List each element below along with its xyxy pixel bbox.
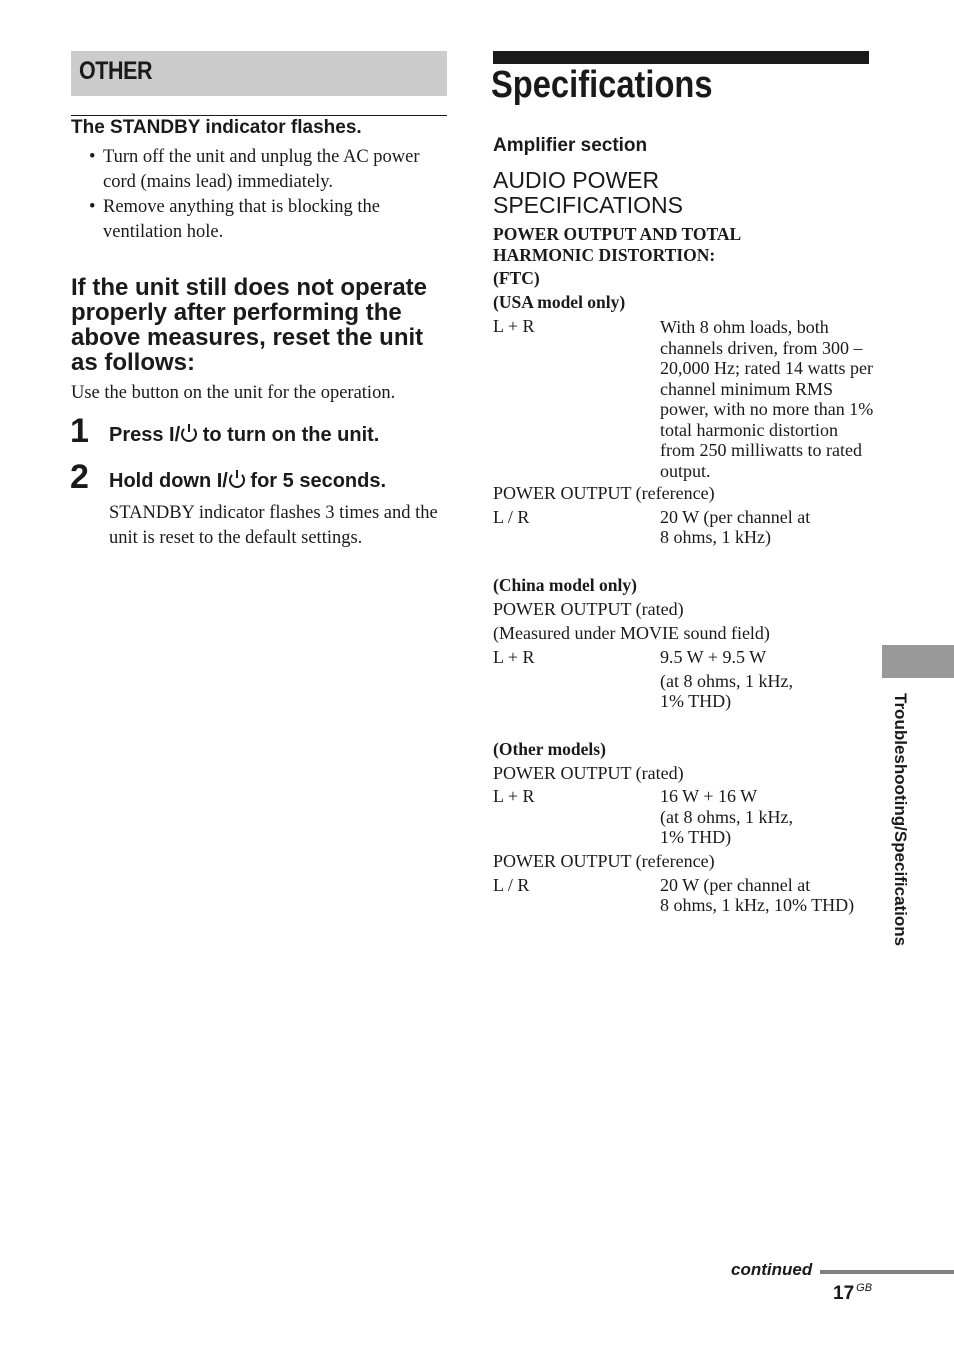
- continued-label: continued: [731, 1260, 813, 1279]
- spec-label: POWER OUTPUT (rated): [493, 763, 684, 783]
- power-output-heading: POWER OUTPUT AND TOTAL HARMONIC DISTORTION:: [493, 224, 741, 265]
- spec-value: 1% THD): [660, 691, 732, 711]
- reset-heading: If the unit still does not operate properly after performing the above measures, reset the unit as follows:: [71, 274, 428, 376]
- title-rule: [493, 51, 869, 64]
- audio-power-heading: AUDIO POWER SPECIFICATIONS: [493, 167, 683, 218]
- step-text: Press I/: [109, 424, 181, 446]
- page-number: [833, 1282, 872, 1305]
- continued-rule: [820, 1270, 954, 1274]
- divider: [71, 115, 447, 116]
- spec-value: 20 W (per channel at: [660, 507, 811, 527]
- section-title: OTHER: [79, 57, 153, 85]
- step-instruction: [109, 470, 386, 493]
- spec-value: With 8 ohm loads, both channels driven, from 300 – 20,000 Hz; rated 14 watts per channel minimum RMS power, with no more than 1% total harmonic distortion from 250 milliwatts to rated output.: [660, 317, 874, 481]
- reset-intro: Use the button on the unit for the operation.: [71, 383, 396, 403]
- spec-value: (at 8 ohms, 1 kHz,: [660, 671, 793, 691]
- spec-label: L + R: [493, 316, 535, 336]
- power-icon: [229, 472, 245, 488]
- step-text: to turn on the unit.: [197, 424, 380, 446]
- step-text: for 5 seconds.: [244, 470, 387, 492]
- spec-label: L / R: [493, 875, 530, 895]
- step-number: 1: [70, 412, 89, 450]
- page-title: Specifications: [491, 64, 713, 106]
- amplifier-section-heading: Amplifier section: [493, 135, 648, 156]
- spec-value: 1% THD): [660, 827, 732, 847]
- spec-label: L + R: [493, 647, 535, 667]
- list-item: [89, 145, 449, 195]
- bullet-marker: •: [89, 197, 96, 217]
- spec-value: 8 ohms, 1 kHz, 10% THD): [660, 895, 855, 915]
- spec-label: L / R: [493, 507, 530, 527]
- chapter-tab: [882, 645, 954, 678]
- usa-model-label: (USA model only): [493, 292, 626, 312]
- spec-value: 8 ohms, 1 kHz): [660, 527, 771, 547]
- step-number: 2: [70, 458, 89, 496]
- other-models-label: (Other models): [493, 739, 606, 759]
- ftc-label: (FTC): [493, 268, 540, 288]
- bullet-text: Turn off the unit and unplug the AC power cord (mains lead) immediately.: [103, 147, 420, 192]
- spec-value: 9.5 W + 9.5 W: [660, 647, 767, 667]
- china-model-label: (China model only): [493, 575, 637, 595]
- list-item: [89, 195, 449, 245]
- section-header-other: [71, 51, 447, 96]
- spec-label: L + R: [493, 786, 535, 806]
- spec-label: POWER OUTPUT (rated): [493, 599, 684, 619]
- spec-value: 20 W (per channel at: [660, 875, 811, 895]
- bullet-text: Remove anything that is blocking the ventilation hole.: [103, 197, 380, 242]
- chapter-tab-label: Troubleshooting/Specifications: [891, 693, 910, 947]
- bullet-marker: •: [89, 147, 96, 167]
- spec-label: POWER OUTPUT (reference): [493, 851, 715, 871]
- standby-heading: The STANDBY indicator flashes.: [71, 117, 362, 138]
- page-suffix: GB: [856, 1282, 873, 1294]
- spec-label: (Measured under MOVIE sound field): [493, 623, 770, 643]
- power-icon: [181, 426, 197, 442]
- step-note: STANDBY indicator flashes 3 times and the unit is reset to the default settings.: [109, 503, 438, 548]
- spec-value: (at 8 ohms, 1 kHz,: [660, 807, 793, 827]
- step-text: Hold down I/: [109, 470, 228, 492]
- spec-label: POWER OUTPUT (reference): [493, 483, 715, 503]
- page-number-value: 17: [833, 1283, 855, 1304]
- step-instruction: [109, 424, 379, 447]
- spec-value: 16 W + 16 W: [660, 786, 758, 806]
